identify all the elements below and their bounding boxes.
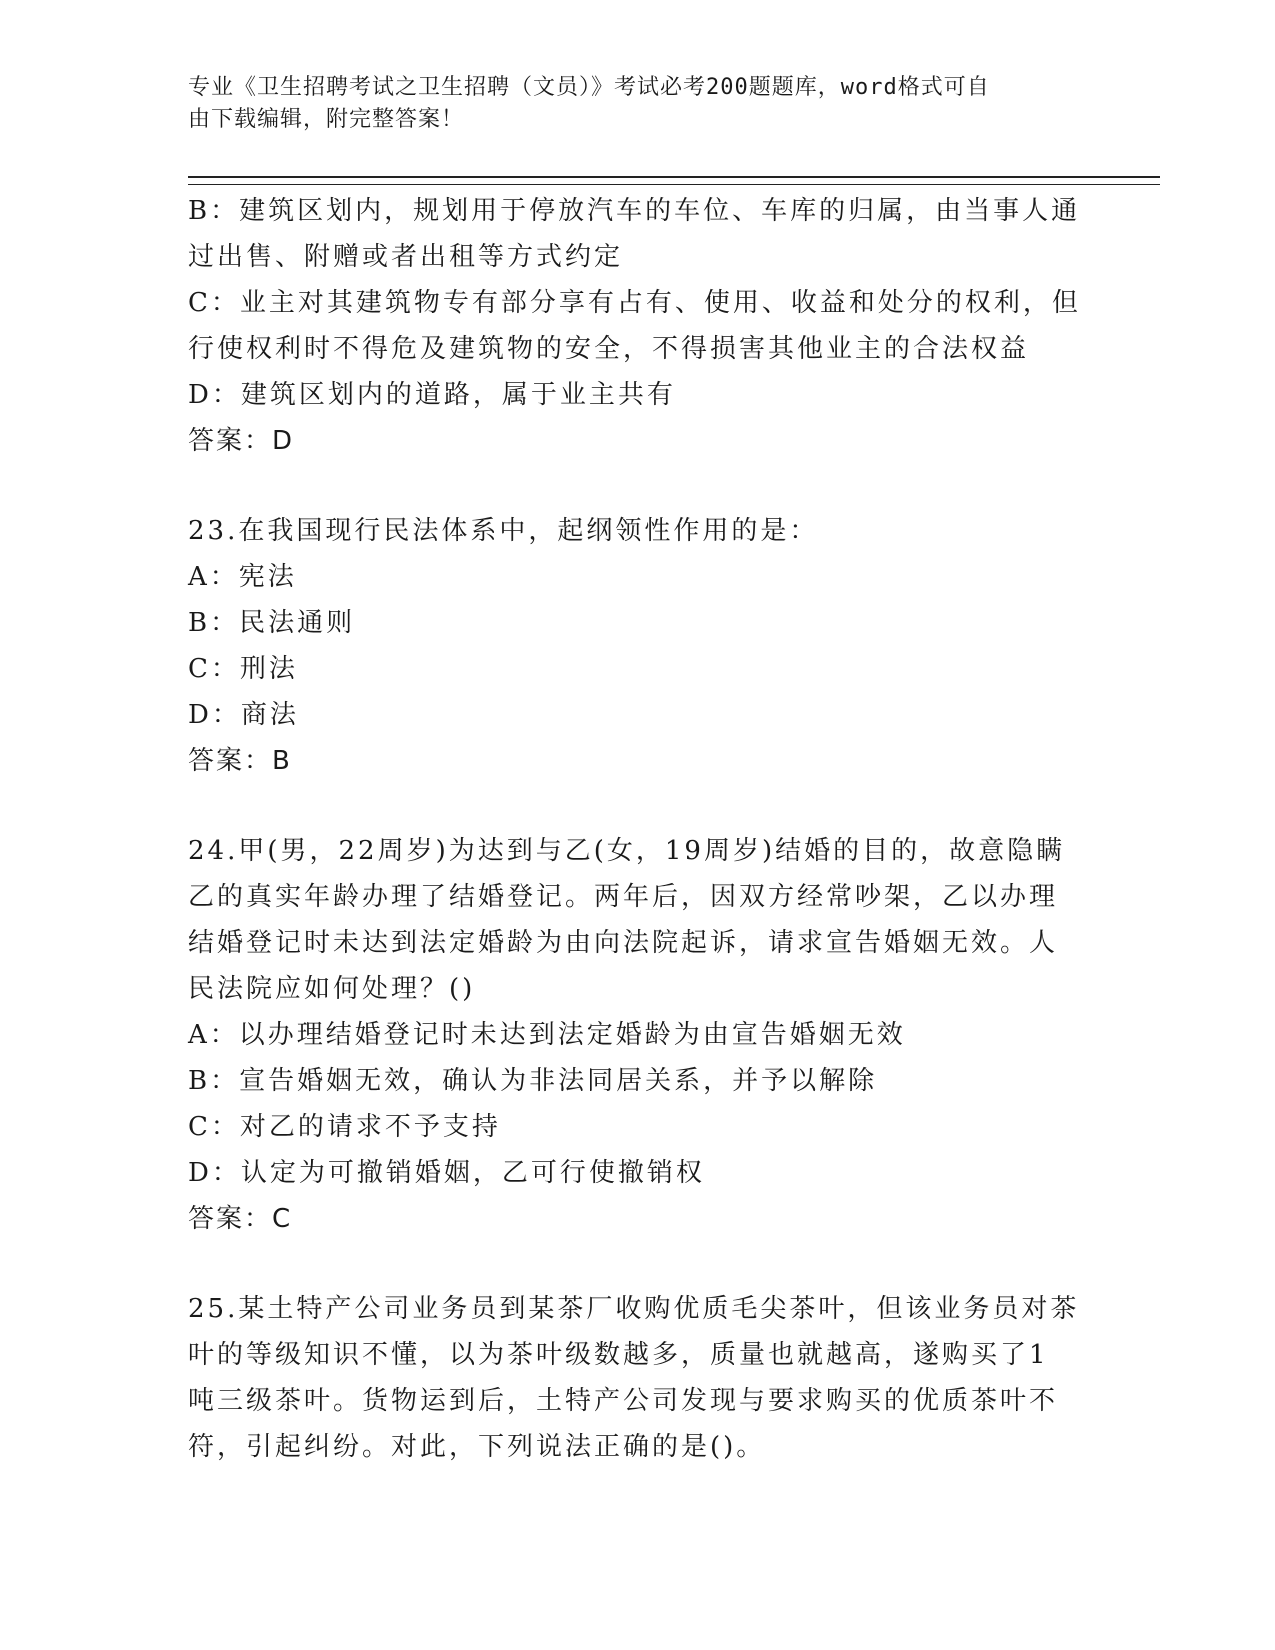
option-b: B：宣告婚姻无效，确认为非法同居关系，并予以解除 [188, 1066, 878, 1096]
option-d: D：认定为可撤销婚姻，乙可行使撤销权 [188, 1158, 705, 1188]
question-23 [188, 508, 1088, 784]
answer: 答案：D [188, 426, 295, 456]
question-stem-line-2: 乙的真实年龄办理了结婚登记。两年后，因双方经常吵架，乙以办理 [188, 882, 1059, 912]
question-stem-line-3: 吨三级茶叶。货物运到后，土特产公司发现与要求购买的优质茶叶不 [188, 1386, 1059, 1416]
header-line-2: 由下载编辑，附完整答案！ [188, 107, 465, 132]
option-a: A：以办理结婚登记时未达到法定婚龄为由宣告婚姻无效 [188, 1020, 906, 1050]
option-c-line-1: C：业主对其建筑物专有部分享有占有、使用、收益和处分的权利，但 [188, 288, 1081, 318]
header-line-1: 专业《卫生招聘考试之卫生招聘（文员）》考试必考200题题库，word格式可自 [188, 75, 990, 100]
question-stem: 23.在我国现行民法体系中，起纲领性作用的是： [188, 516, 819, 546]
option-c: C：刑法 [188, 654, 298, 684]
option-b: B：民法通则 [188, 608, 356, 638]
question-stem-line-1: 24.甲(男，22周岁)为达到与乙(女，19周岁)结婚的目的，故意隐瞒 [188, 836, 1066, 866]
answer: 答案：B [188, 746, 292, 776]
spacer [188, 464, 1088, 508]
question-24 [188, 828, 1088, 1242]
spacer [188, 784, 1088, 828]
answer: 答案：C [188, 1204, 293, 1234]
option-c-line-2: 行使权利时不得危及建筑物的安全，不得损害其他业主的合法权益 [188, 334, 1030, 364]
option-b-line-1: B：建筑区划内，规划用于停放汽车的车位、车库的归属，由当事人通 [188, 196, 1081, 226]
question-stem-line-3: 结婚登记时未达到法定婚龄为由向法院起诉，请求宣告婚姻无效。人 [188, 928, 1059, 958]
option-c: C：对乙的请求不予支持 [188, 1112, 501, 1142]
header-divider [188, 176, 1160, 185]
spacer [188, 1242, 1088, 1286]
question-25 [188, 1286, 1088, 1470]
question-stem-line-4: 符，引起纠纷。对此，下列说法正确的是()。 [188, 1432, 766, 1462]
question-stem-line-4: 民法院应如何处理？() [188, 974, 476, 1004]
question-stem-line-2: 叶的等级知识不懂，以为茶叶级数越多，质量也就越高，遂购买了1 [188, 1340, 1049, 1370]
question-22-tail [188, 188, 1088, 464]
option-a: A：宪法 [188, 562, 297, 592]
option-d: D：商法 [188, 700, 299, 730]
document-body [188, 188, 1088, 1470]
option-b-line-2: 过出售、附赠或者出租等方式约定 [188, 242, 624, 272]
question-stem-line-1: 25.某土特产公司业务员到某茶厂收购优质毛尖茶叶，但该业务员对茶 [188, 1294, 1080, 1324]
option-d: D：建筑区划内的道路，属于业主共有 [188, 380, 676, 410]
document-header [188, 72, 1068, 136]
